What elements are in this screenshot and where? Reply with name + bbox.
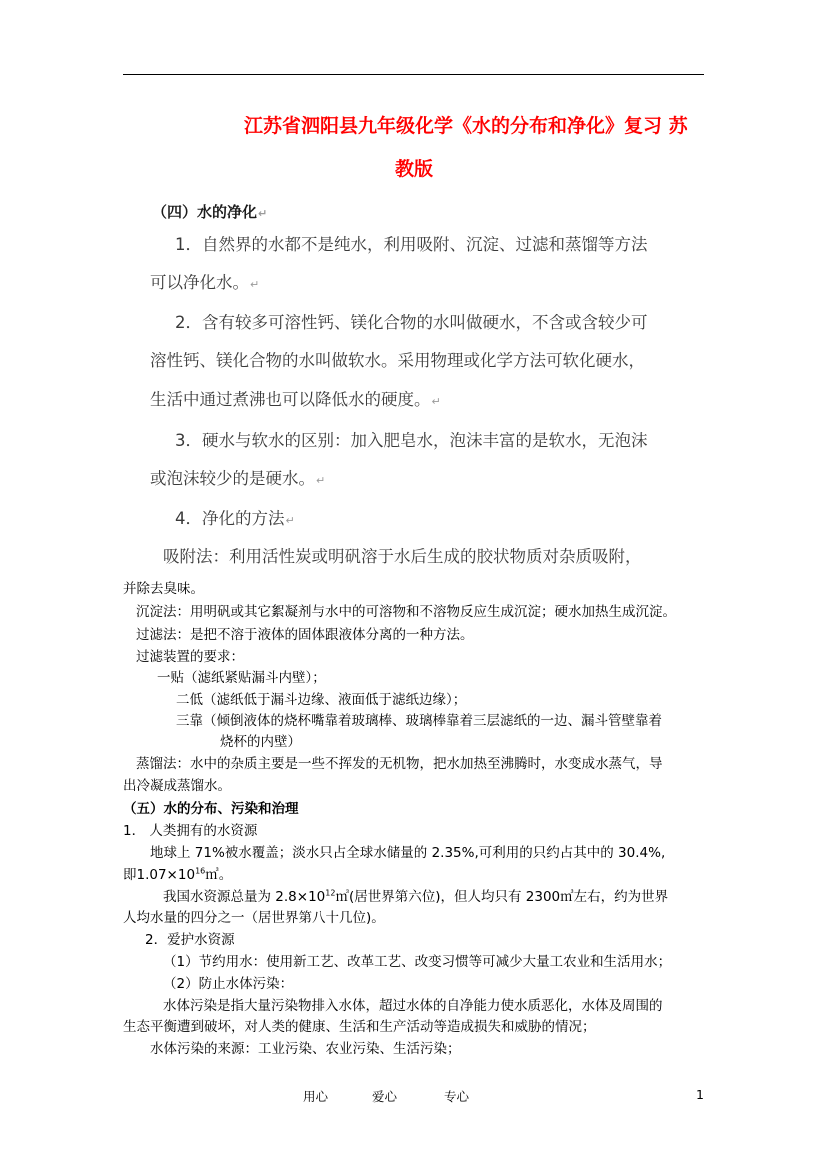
section-4-heading: （四）水的净化↵	[152, 203, 268, 221]
scan-paragraph-1-line2: 可以净化水。↵	[150, 273, 260, 292]
body-line-9: 蒸馏法：水中的杂质主要是一些不挥发的无机物，把水加热至沸腾时，水变成水蒸气，导	[136, 756, 663, 772]
body-line-17: （1）节约用水：使用新工艺、改革工艺、改变习惯等可减少大量工农业和生活用水；	[163, 954, 672, 970]
scan-paragraph-1-line1: 1．自然界的水都不是纯水，利用吸附、沉淀、过滤和蒸馏等方法	[175, 235, 648, 254]
body-line-18: （2）防止水体污染：	[163, 976, 294, 992]
scan-paragraph-2-line1: 2．含有较多可溶性钙、镁化合物的水叫做硬水，不含或含较少可	[175, 313, 648, 332]
section-5-heading: （五）水的分布、污染和治理	[123, 801, 299, 817]
body-line-21: 水体污染的来源：工业污染、农业污染、生活污染；	[150, 1041, 461, 1057]
scan-paragraph-4-line1: 4．净化的方法↵	[175, 509, 295, 528]
footer-motto-1: 用心	[303, 1089, 329, 1104]
body-line-12: 地球上 71%被水覆盖；淡水只占全球水储量的 2.35%,可利用的只约占其中的 30.4%,	[150, 845, 666, 861]
scan-paragraph-2-line2: 溶性钙、镁化合物的水叫做软水。采用物理或化学方法可软化硬水，	[150, 351, 645, 370]
body-line-7: 三靠（倾倒液体的烧杯嘴靠着玻璃棒、玻璃棒靠着三层滤纸的一边、漏斗管壁靠着	[176, 713, 662, 729]
body-line-5: 一贴（滤纸紧贴漏斗内壁）；	[157, 670, 326, 686]
scan-paragraph-3-line1: 3．硬水与软水的区别：加入肥皂水，泡沫丰富的是软水，无泡沫	[175, 431, 648, 450]
paragraph-mark-icon: ↵	[285, 514, 295, 527]
paragraph-mark-icon: ↵	[250, 278, 260, 291]
body-line-11: 1． 人类拥有的水资源	[123, 823, 258, 839]
header-rule	[123, 74, 704, 75]
document-title-line1: 江苏省泗阳县九年级化学《水的分布和净化》复习 苏	[244, 115, 688, 137]
body-line-16: 2．爱护水资源	[145, 932, 235, 948]
body-line-19: 水体污染是指大量污染物排入水体，超过水体的自净能力使水质恶化，水体及周围的	[163, 998, 663, 1014]
body-line-2: 沉淀法：用明矾或其它絮凝剂与水中的可溶物和不溶物反应生成沉淀；硬水加热生成沉淀。	[136, 604, 676, 620]
page-number: 1	[696, 1087, 704, 1102]
body-line-6: 二低（滤纸低于漏斗边缘、液面低于滤纸边缘）；	[176, 692, 467, 708]
body-line-4: 过滤装置的要求：	[136, 649, 244, 665]
paragraph-mark-icon: ↵	[431, 395, 441, 408]
body-line-14: 我国水资源总量为 $2.8\times 10^{12}㎥$(居世界第六位)，但人均只有 2300㎥左右，约为世界	[163, 888, 669, 905]
body-line-20: 生态平衡遭到破坏，对人类的健康、生活和生产活动等造成损失和威胁的情况；	[123, 1019, 596, 1035]
footer-motto-3: 专心	[444, 1089, 470, 1104]
paragraph-mark-icon: ↵	[316, 474, 326, 487]
body-line-15: 人均水量的四分之一（居世界第八十几位)。	[123, 910, 385, 926]
body-line-13: 即$1.07\times 10^{16}㎥$。	[123, 866, 233, 883]
scan-paragraph-2-line3: 生活中通过煮沸也可以降低水的硬度。↵	[150, 390, 441, 409]
scan-paragraph-5-line1: 吸附法：利用活性炭或明矾溶于水后生成的胶状物质对杂质吸附，	[163, 547, 642, 566]
footer-motto-2: 爱心	[372, 1089, 398, 1104]
body-line-3: 过滤法：是把不溶于液体的固体跟液体分离的一种方法。	[136, 627, 474, 643]
paragraph-mark-icon: ↵	[258, 207, 268, 220]
body-line-10: 出冷凝成蒸馏水。	[123, 778, 231, 794]
body-line-8: 烧杯的内壁）	[220, 734, 301, 750]
scan-paragraph-3-line2: 或泡沫较少的是硬水。↵	[150, 469, 326, 488]
body-line-1: 并除去臭味。	[123, 581, 204, 597]
document-title-line2: 教版	[395, 158, 434, 180]
